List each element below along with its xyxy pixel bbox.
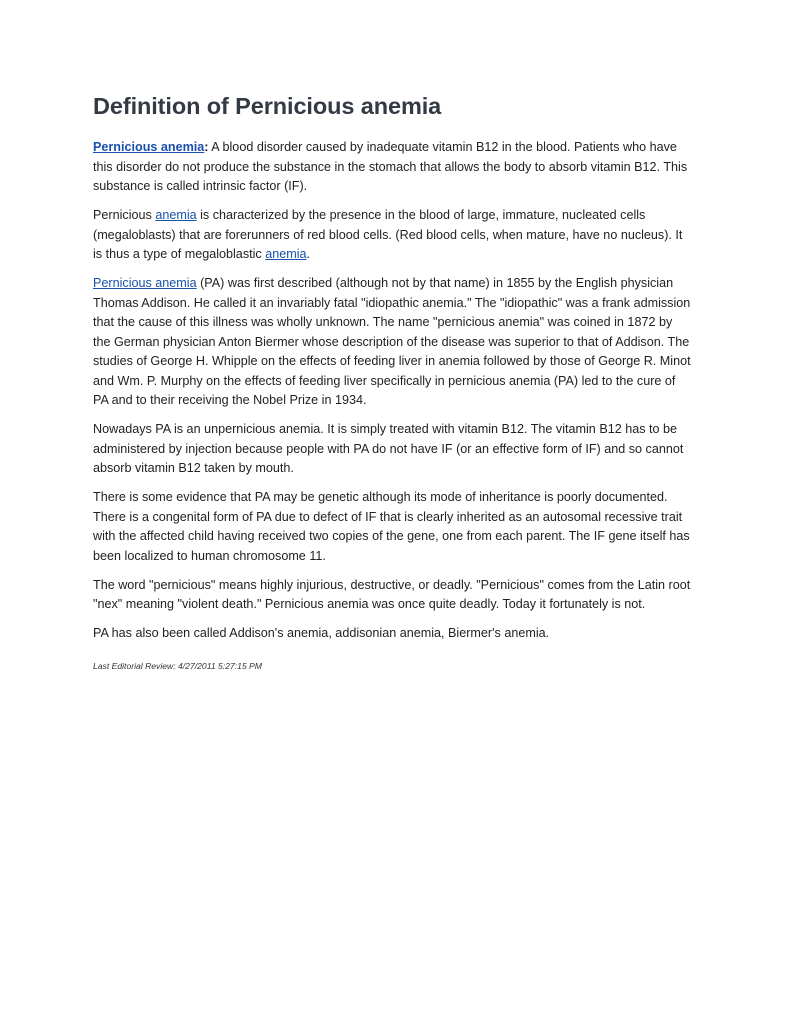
paragraph-synonyms: PA has also been called Addison's anemia, addisonian anemia, Biermer's anemia. — [93, 626, 550, 640]
paragraph-treatment: Nowadays PA is an unpernicious anemia. It is simply treated with vitamin B12. The vitamin B12 has to be administered by injection because people with PA do not have IF (or an effective form of IF) and so cannot absorb vitamin B12 taken by mouth. — [93, 422, 684, 475]
paragraph-text: Pernicious — [93, 208, 156, 222]
last-editorial-review: Last Editorial Review: 4/27/2011 5:27:15 PM — [93, 660, 262, 671]
paragraph-characterization — [93, 206, 693, 265]
paragraph-text: is characterized by the presence in the blood of large, immature, nucleated cells (megaloblasts) that are forerunners of red blood cells. (Red blood cells, when mature, have no nucleus). It is thus a type of megaloblastic — [93, 208, 683, 261]
paragraph-text: (PA) was first described (although not by that name) in 1855 by the English physician Thomas Addison. He called it an invariably fatal "idiopathic anemia." The "idiopathic" was a frank admission that the cause of this illness was wholly unknown. The name "pernicious anemia" was coined in 1872 by the German physician Anton Biermer whose description of the disease was superior to that of Addison. The studies of George H. Whipple on the effects of feeding liver in anemia followed by those of George R. Minot and Wm. P. Murphy on the effects of feeding liver specifically in pernicious anemia (PA) led to the cure of PA and to their receiving the Nobel Prize in 1934. — [93, 276, 691, 407]
anemia-link[interactable]: anemia — [265, 247, 307, 261]
pernicious-anemia-link[interactable]: Pernicious anemia — [93, 276, 197, 290]
term-link-pernicious-anemia[interactable]: Pernicious anemia — [93, 140, 205, 154]
paragraph-history — [93, 274, 693, 411]
definition-paragraph — [93, 138, 693, 197]
paragraph-genetics: There is some evidence that PA may be genetic although its mode of inheritance is poorly documented. There is a congenital form of PA due to defect of IF that is clearly inherited as an autosomal recessive trait with the affected child having received two copies of the gene, one from each parent. The IF gene itself has been localized to human chromosome 11. — [93, 490, 690, 563]
paragraph-text: . — [306, 247, 311, 261]
definition-text: A blood disorder caused by inadequate vitamin B12 in the blood. Patients who have this disorder do not produce the substance in the stomach that allows the body to absorb vitamin B12. This substance is called intrinsic factor (IF). — [93, 140, 688, 193]
article-body — [93, 138, 693, 672]
definition-colon: : — [204, 140, 209, 154]
page-title: Definition of Pernicious anemia — [93, 93, 442, 119]
paragraph-etymology: The word "pernicious" means highly injurious, destructive, or deadly. "Pernicious" comes from the Latin root "nex" meaning "violent death." Pernicious anemia was once quite deadly. Today it fortunately is not. — [93, 577, 691, 611]
anemia-link[interactable]: anemia — [155, 208, 197, 222]
